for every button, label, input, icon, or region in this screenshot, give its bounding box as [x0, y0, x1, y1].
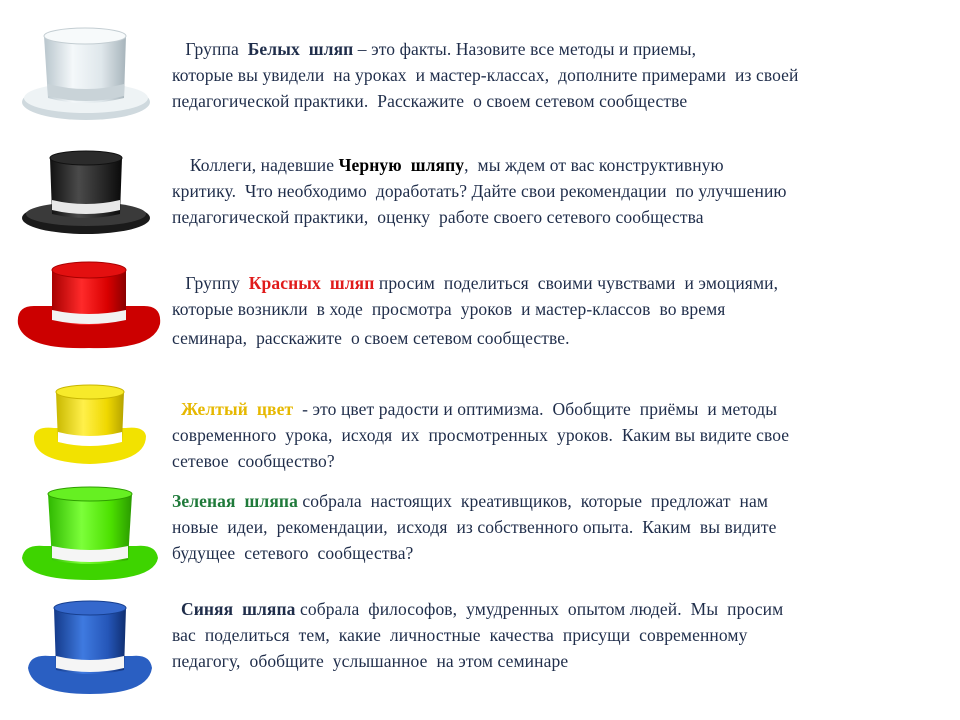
- text-line: Коллеги, надевшие Черную шляпу, мы ждем от вас конструктивную: [172, 155, 724, 175]
- white-top-hat-icon: [14, 22, 164, 126]
- keyword-white-hats: Белых шляп: [247, 39, 354, 59]
- text-line: педагогу, обобщите услышанное на этом семинаре: [172, 651, 569, 671]
- blue-top-hat-icon: [14, 596, 164, 700]
- keyword-black-hat: Черную шляпу: [338, 155, 465, 175]
- green-top-hat-icon: [14, 484, 164, 584]
- text-line: Желтый цвет - это цвет радости и оптимизма. Обобщите приёмы и методы: [180, 399, 778, 419]
- text-line: вас поделиться тем, какие личностные качества присущи современному: [172, 625, 748, 645]
- text-line: которые вы увидели на уроках и мастер-классах, дополните примерами из своей: [172, 65, 799, 85]
- keyword-red-hats: Красных шляп: [248, 273, 375, 293]
- keyword-blue-hat: Синяя шляпа: [180, 599, 296, 619]
- text-line: Синяя шляпа собрала философов, умудренных опытом людей. Мы просим: [180, 599, 784, 619]
- text-line: современного урока, исходя их просмотренных уроков. Каким вы видите свое: [172, 425, 790, 445]
- text-line: педагогической практики, оценку работе своего сетевого сообщества: [172, 207, 704, 227]
- text-line: Группу Красных шляп просим поделиться своими чувствами и эмоциями,: [172, 273, 779, 293]
- black-hat-text: [172, 152, 932, 230]
- text-line: Группа Белых шляп – это факты. Назовите все методы и приемы,: [172, 39, 697, 59]
- text-line: педагогической практики. Расскажите о своем сетевом сообществе: [172, 91, 688, 111]
- green-hat-text: [172, 488, 932, 566]
- white-hat-text: [172, 36, 932, 114]
- text-line: новые идеи, рекомендации, исходя из собственного опыта. Каким вы видите: [172, 517, 777, 537]
- red-top-hat-icon: [14, 254, 164, 354]
- keyword-yellow-color: Желтый цвет: [180, 399, 294, 419]
- text-line: семинара, расскажите о своем сетевом сообществе.: [172, 328, 570, 348]
- red-hat-text: [172, 270, 932, 351]
- text-line: Зеленая шляпа собрала настоящих креативщиков, которые предложат нам: [172, 491, 769, 511]
- blue-hat-text: [172, 596, 932, 674]
- yellow-top-hat-icon: [14, 380, 164, 476]
- text-line: сетевое сообщество?: [172, 451, 335, 471]
- text-line: критику. Что необходимо доработать? Дайте свои рекомендации по улучшению: [172, 181, 787, 201]
- text-line: будущее сетевого сообщества?: [172, 543, 414, 563]
- keyword-green-hat: Зеленая шляпа: [172, 491, 298, 511]
- yellow-hat-text: [172, 396, 932, 474]
- black-top-hat-icon: [14, 144, 164, 240]
- text-line: которые возникли в ходе просмотра уроков и мастер-классов во время: [172, 299, 726, 319]
